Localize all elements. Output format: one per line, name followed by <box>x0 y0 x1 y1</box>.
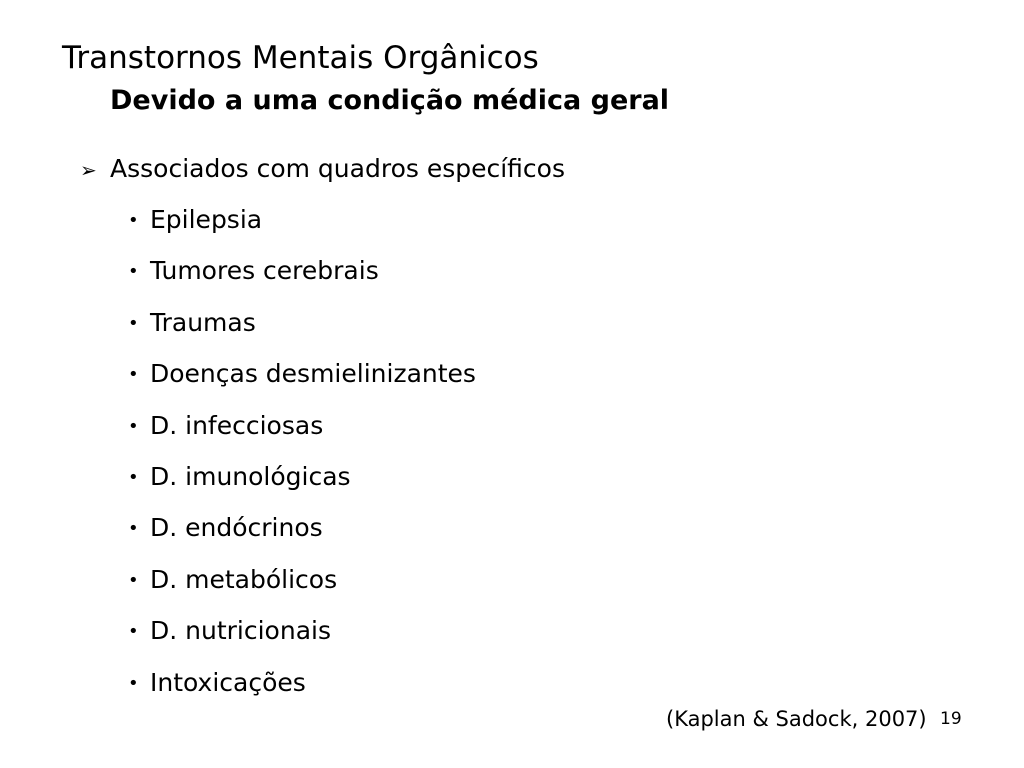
bullet-dot-icon: • <box>128 621 139 643</box>
list-item <box>128 565 476 616</box>
list-item-text: Intoxicações <box>150 667 306 697</box>
list-item <box>128 308 476 359</box>
list-item-text: D. infecciosas <box>150 410 324 440</box>
citation: (Kaplan & Sadock, 2007) <box>666 707 927 731</box>
bullet-dot-icon: • <box>128 312 139 334</box>
slide-number: 19 <box>940 709 962 729</box>
list-item <box>128 668 476 719</box>
list-item <box>128 462 476 513</box>
bullet-dot-icon: • <box>128 569 139 591</box>
list-item-text: D. metabólicos <box>150 564 338 594</box>
list-item <box>128 256 476 307</box>
bullet-dot-icon: • <box>128 466 139 488</box>
list-item <box>128 205 476 256</box>
bullet-dot-icon: • <box>128 210 139 231</box>
list-item <box>128 616 476 667</box>
bullet-dot-icon: • <box>128 672 139 694</box>
arrow-bullet-icon: ➢ <box>80 158 97 182</box>
list-item <box>128 359 476 410</box>
list-item <box>128 513 476 564</box>
list-item-text: Traumas <box>150 307 256 337</box>
bullet-dot-icon: • <box>128 364 139 386</box>
list-item-text: D. endócrinos <box>150 513 323 543</box>
bullet-dot-icon: • <box>128 415 139 437</box>
bullet-dot-icon: • <box>128 518 139 540</box>
list-item-text: D. nutricionais <box>150 616 331 646</box>
list-item-text: Doenças desmielinizantes <box>150 359 476 389</box>
list-item-text: Epilepsia <box>150 205 263 234</box>
heading-bullet-text: Associados com quadros específicos <box>110 154 565 183</box>
condition-list <box>128 205 476 719</box>
list-item-text: D. imunológicas <box>150 461 351 491</box>
slide-subtitle: Devido a uma condição médica geral <box>110 85 670 116</box>
bullet-dot-icon: • <box>128 261 139 283</box>
list-item-text: Tumores cerebrais <box>150 256 379 286</box>
slide-title: Transtornos Mentais Orgânicos <box>62 40 539 76</box>
heading-bullet <box>80 154 565 183</box>
list-item <box>128 411 476 462</box>
